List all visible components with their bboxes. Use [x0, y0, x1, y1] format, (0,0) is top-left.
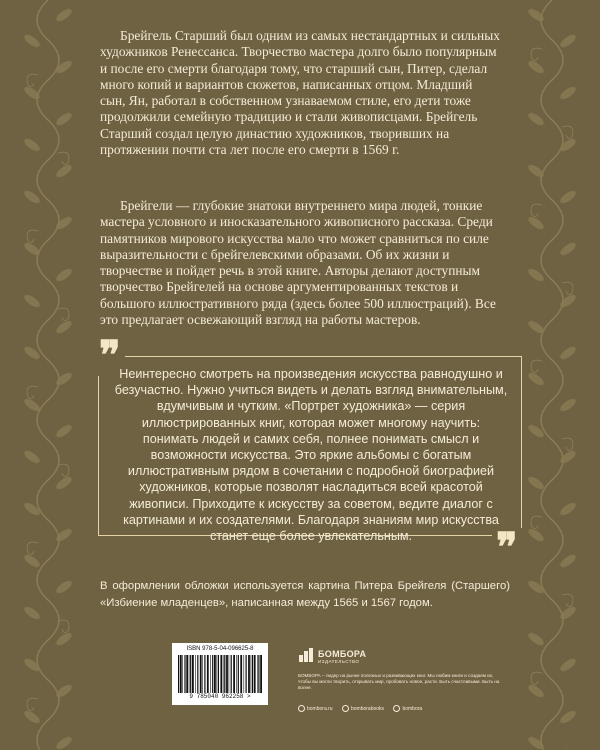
- barcode-bar: [186, 655, 188, 693]
- vine-leaf: [54, 475, 73, 492]
- vine-leaf: [54, 7, 73, 24]
- barcode-bar: [184, 655, 185, 693]
- vine-leaf: [54, 163, 73, 180]
- barcode-bar: [220, 655, 222, 693]
- barcode-bar: [204, 655, 205, 693]
- vine-leaf: [22, 241, 41, 258]
- social-link-instagram[interactable]: bombora: [393, 705, 422, 712]
- barcode-bar: [178, 655, 179, 693]
- barcode-bar: [233, 655, 235, 693]
- vine-leaf: [526, 7, 545, 24]
- vine-curl: [27, 542, 38, 554]
- vine-curl: [27, 386, 38, 398]
- vine-leaf: [54, 579, 73, 596]
- open-quote-icon: ❞: [95, 336, 125, 376]
- vine-leaf: [54, 423, 73, 440]
- vine-leaf: [22, 449, 41, 466]
- vine-leaf: [526, 423, 545, 440]
- barcode-bar: [248, 655, 250, 693]
- barcode-bars: [177, 655, 263, 693]
- vine-curl: [58, 464, 69, 476]
- barcode-bar: [231, 655, 232, 693]
- barcode-bar: [217, 655, 218, 693]
- barcode-bar: [229, 655, 230, 693]
- vine-leaf: [54, 319, 73, 336]
- vine-leaf: [558, 33, 577, 50]
- barcode-bar: [226, 655, 228, 693]
- vine-curl: [27, 74, 38, 86]
- vine-leaf: [526, 735, 545, 750]
- publisher-name: БОМБОРА: [318, 649, 367, 659]
- barcode-bar: [257, 655, 258, 693]
- vine-leaf: [22, 137, 41, 154]
- barcode-bar: [210, 655, 211, 693]
- vine-leaf: [526, 631, 545, 648]
- barcode-bar: [240, 655, 242, 693]
- barcode-bar: [236, 655, 237, 693]
- barcode-digits: 9 785040 962258 >: [189, 693, 251, 700]
- barcode-bar: [195, 655, 196, 693]
- vine-leaf: [22, 189, 41, 206]
- barcode-bar: [214, 655, 216, 693]
- vine-leaf: [526, 215, 545, 232]
- barcode-bar: [238, 655, 239, 693]
- publisher-socials: [298, 705, 508, 712]
- barcode-bar: [258, 655, 259, 693]
- vine-leaf: [22, 293, 41, 310]
- barcode-bar: [207, 655, 209, 693]
- vine-curl: [27, 230, 38, 242]
- vine-leaf: [526, 59, 545, 76]
- description-paragraph-1: Брейгель Старший был одним из самых нестандартных и сильных художников Ренессанса. Творчество мастера долго было популярным и после его смерти благодаря тому, что старший сын, Питер, сделал много копий и вариантов сюжетов, написанных отцом. Младший сын, Ян, работал в собственном узнаваемом стиле, его дети тоже продолжили семейную традицию и стали живописцами. Брейгель Старший создал целую династию художников, творивших на протяжении почти ста лет после его смерти в 1569 г.: [100, 28, 500, 158]
- cover-art-credit: В оформлении обложки используется картина Питера Брейгеля (Старшего) «Избиение младенцев», написанная между 1565 и 1567 годом.: [100, 580, 510, 609]
- vine-curl: [531, 48, 542, 60]
- vk-icon: [342, 705, 349, 712]
- vine-leaf: [54, 111, 73, 128]
- vine-leaf: [526, 475, 545, 492]
- barcode-bar: [192, 655, 194, 693]
- social-link-site[interactable]: bombora.ru: [298, 705, 333, 712]
- social-link-vk[interactable]: bomborabooks: [342, 705, 384, 712]
- close-quote-icon: ❞: [492, 528, 522, 568]
- publisher-description: БОМБОРА – лидер на рынке полезных и развивающих книг. Мы любим книги и создаем их, чтобы вы могли творить, открывать мир, пробовать новое, расти. Быть счастливыми. Быть на волне.: [298, 673, 500, 690]
- vine-curl: [562, 438, 573, 450]
- vine-leaf: [54, 735, 73, 750]
- vine-leaf: [558, 501, 577, 518]
- vine-leaf: [526, 371, 545, 388]
- vine-curl: [531, 204, 542, 216]
- vine-stem: [37, 0, 59, 750]
- vine-leaf: [22, 553, 41, 570]
- barcode-bar: [190, 655, 191, 693]
- barcode-bar: [197, 655, 198, 693]
- barcode-bar: [182, 655, 183, 693]
- barcode-bar: [246, 655, 247, 693]
- isbn-label: ISBN 978-5-04-096625-8: [186, 646, 254, 652]
- vine-leaf: [526, 111, 545, 128]
- vine-curl: [562, 594, 573, 606]
- isbn-barcode: [172, 643, 268, 705]
- vine-leaf: [526, 683, 545, 700]
- publisher-subtitle: ИЗДАТЕЛЬСТВО: [318, 659, 360, 664]
- vine-leaf: [558, 189, 577, 206]
- vine-leaf: [54, 631, 73, 648]
- vine-curl: [531, 360, 542, 372]
- vine-curl: [58, 308, 69, 320]
- vine-curl: [562, 282, 573, 294]
- barcode-bar: [202, 655, 203, 693]
- vine-leaf: [558, 397, 577, 414]
- vine-stem: [541, 0, 563, 750]
- globe-icon: [298, 705, 305, 712]
- vine-leaf: [558, 137, 577, 154]
- description-paragraph-2: Брейгели — глубокие знатоки внутреннего мира людей, тонкие мастера условного и иносказательного живописного рассказа. Среди памятников мирового искусства мало что может сравниться по силе выразительности с брейгелевскими образами. Об их жизни и творчестве и пойдет речь в этой книге. Авторы делают доступным творчество Брейгелей на основе аргументированных текстов и большого иллюстративного ряда (здесь более 500 иллюстраций). Все это предлагает освежающий взгляд на работы мастеров.: [100, 198, 496, 328]
- barcode-bar: [200, 655, 202, 693]
- barcode-bar: [252, 655, 253, 693]
- barcode-bar: [224, 655, 225, 693]
- vine-leaf: [54, 527, 73, 544]
- vine-leaf: [22, 33, 41, 50]
- barcode-bar: [251, 655, 252, 693]
- barcode-bar: [260, 655, 262, 693]
- vine-leaf: [558, 241, 577, 258]
- vine-curl: [27, 698, 38, 710]
- series-quote-text: Неинтересно смотреть на произведения искусства равнодушно и безучастно. Нужно учиться видеть и делать взгляд внимательным, вдумчивым и чутким. «Портрет художника» — серия иллюстрированных книг, которая может многому научить: понимать людей и самих себя, полнее понимать смысл и возможности искусства. Это яркие альбомы с богатым иллюстративным рядом в сочетании с подробной биографией художников, которые позволят насладиться всей красотой живописи. Приходите к искусству за советом, ведите диалог с картинами и их создателями. Благодаря знаниям мир искусства станет еще более увлекательным.: [114, 367, 508, 544]
- barcode-bar: [189, 655, 190, 693]
- bombora-logo-icon: [298, 647, 314, 663]
- vine-leaf: [54, 267, 73, 284]
- barcode-bar: [254, 655, 256, 693]
- vine-curl: [531, 672, 542, 684]
- barcode-bar: [180, 655, 182, 693]
- vine-leaf: [558, 553, 577, 570]
- vine-curl: [58, 152, 69, 164]
- vine-leaf: [558, 345, 577, 362]
- instagram-icon: [393, 705, 400, 712]
- barcode-bar: [223, 655, 224, 693]
- vine-curl: [531, 516, 542, 528]
- barcode-bar: [212, 655, 213, 693]
- left-floral-ornament: [0, 0, 96, 750]
- vine-leaf: [558, 709, 577, 726]
- vine-curl: [562, 126, 573, 138]
- vine-leaf: [22, 605, 41, 622]
- barcode-bar: [218, 655, 219, 693]
- vine-leaf: [558, 657, 577, 674]
- vine-leaf: [22, 709, 41, 726]
- vine-leaf: [526, 527, 545, 544]
- vine-leaf: [558, 85, 577, 102]
- vine-leaf: [22, 657, 41, 674]
- barcode-bar: [244, 655, 245, 693]
